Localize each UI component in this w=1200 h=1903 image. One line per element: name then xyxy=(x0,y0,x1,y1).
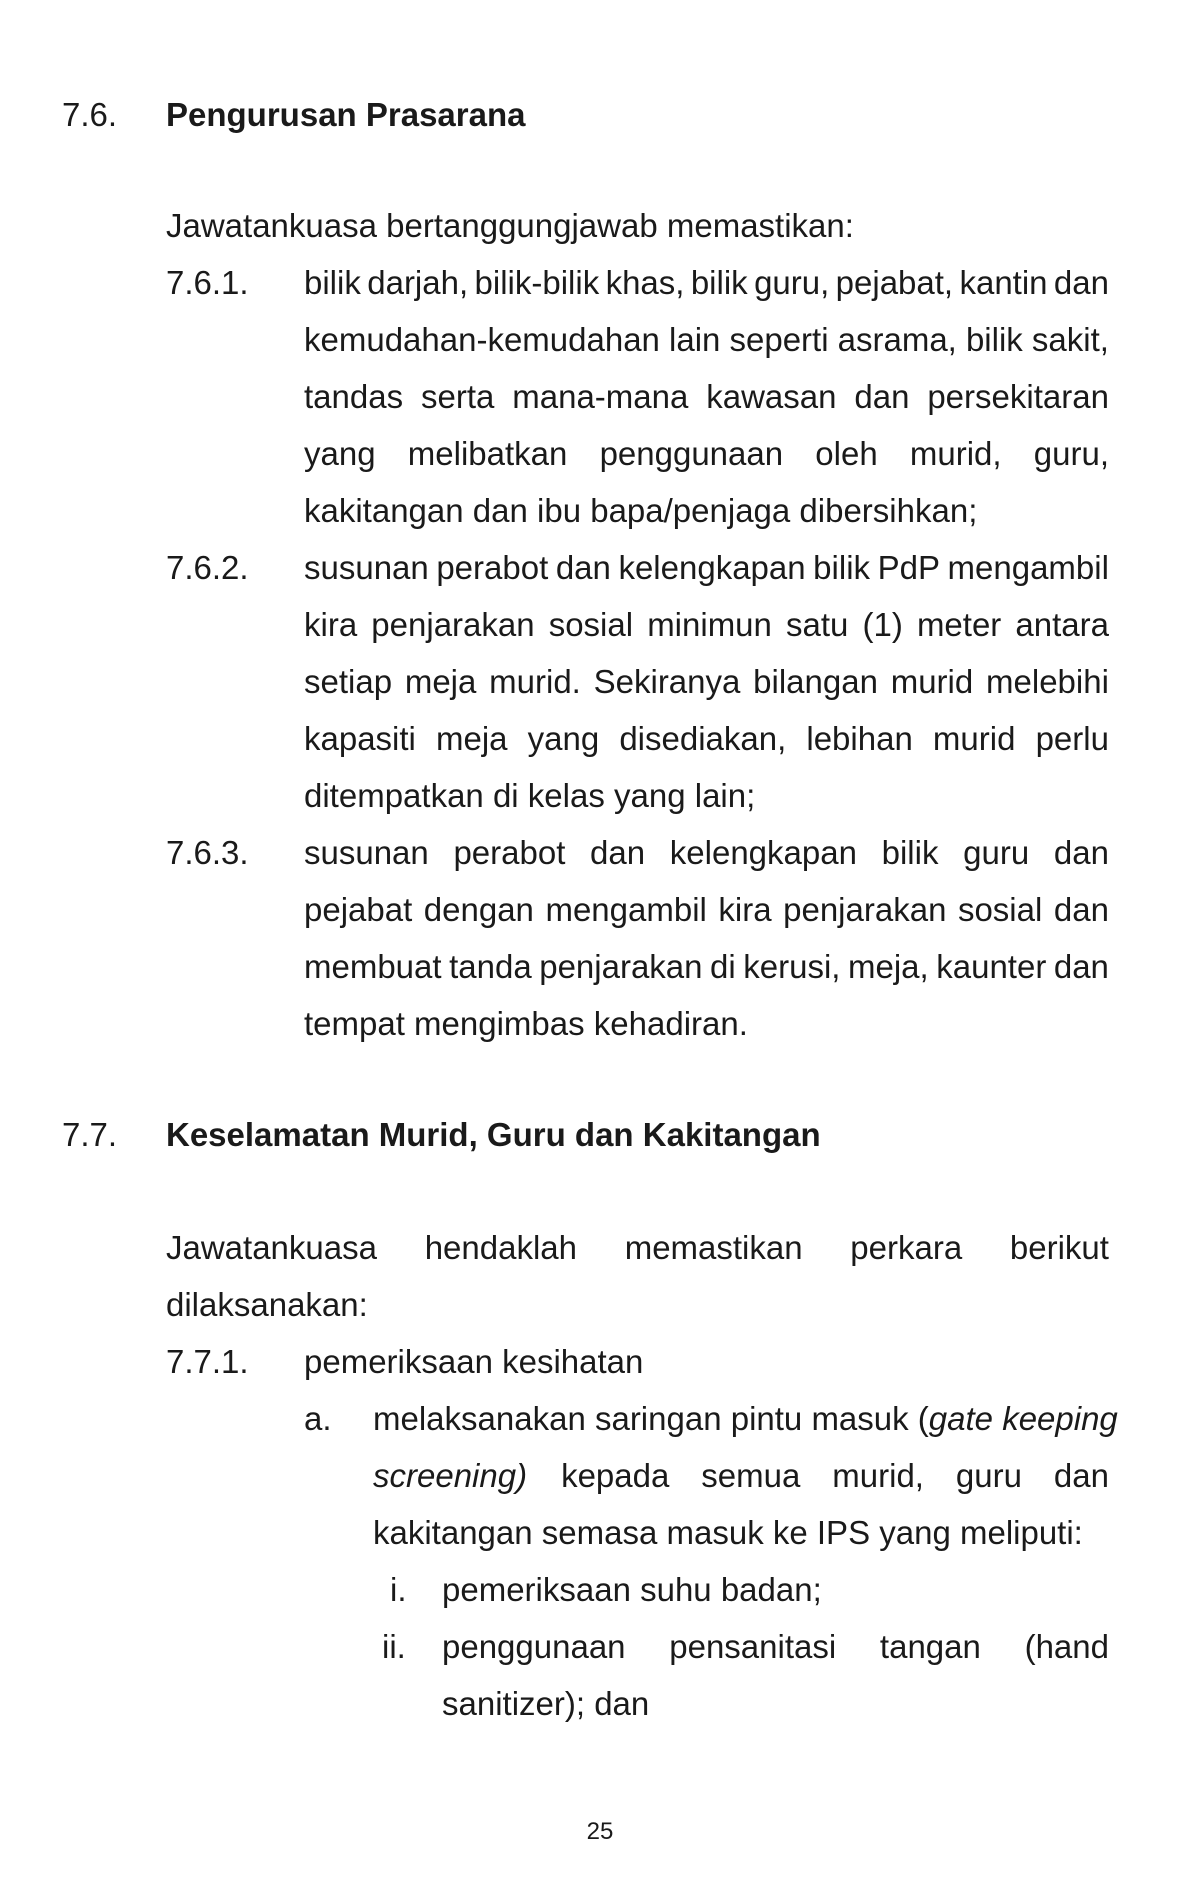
word: kantin xyxy=(959,264,1048,301)
section-title: Pengurusan Prasarana xyxy=(166,96,526,133)
item-text: pemeriksaan kesihatan xyxy=(304,1343,644,1380)
item-text xyxy=(304,833,1109,1061)
text-line xyxy=(304,662,1109,719)
section-number: 7.7. xyxy=(62,1116,118,1153)
word: susunan xyxy=(304,834,429,871)
word: oleh xyxy=(815,435,878,472)
word: asrama, xyxy=(837,321,957,358)
word: kelengkapan xyxy=(618,549,806,586)
point-text: pemeriksaan suhu badan; xyxy=(442,1571,822,1608)
word: mengambil xyxy=(947,549,1109,586)
text-line: kakitangan semasa masuk ke IPS yang meliputi: xyxy=(373,1514,1083,1551)
word: PdP xyxy=(877,549,940,586)
text-line xyxy=(304,434,1109,491)
word: bilik xyxy=(813,549,871,586)
text-line: ditempatkan di kelas yang lain; xyxy=(304,777,756,814)
word: melibatkan xyxy=(407,435,568,472)
word: dan xyxy=(1053,891,1109,928)
word: lain xyxy=(669,321,721,358)
text-line xyxy=(373,1399,1118,1456)
word: di xyxy=(710,948,736,985)
word: sosial xyxy=(548,606,634,643)
section-intro: Jawatankuasa bertanggungjawab memastikan: xyxy=(166,207,854,244)
word: pensanitasi xyxy=(669,1628,837,1665)
word: dan xyxy=(590,834,646,871)
text-line xyxy=(166,1228,1109,1285)
subitem-text xyxy=(373,1399,1118,1570)
word: mana-mana xyxy=(512,378,689,415)
word: Sekiranya xyxy=(593,663,741,700)
subitem-letter: a. xyxy=(304,1400,332,1437)
word: sakit, xyxy=(1031,321,1109,358)
text-line xyxy=(304,377,1109,434)
text-line xyxy=(304,320,1109,377)
word: murid, xyxy=(909,435,1002,472)
word: penggunaan xyxy=(599,435,784,472)
word: kelengkapan xyxy=(669,834,857,871)
word: lebihan xyxy=(806,720,913,757)
word: kaunter xyxy=(936,948,1047,985)
word: pejabat xyxy=(304,891,413,928)
word: khas, xyxy=(605,264,685,301)
word: dan xyxy=(854,378,910,415)
word: bilik xyxy=(965,321,1023,358)
text-line xyxy=(304,719,1109,776)
word: kerusi, xyxy=(743,948,841,985)
word: seperti xyxy=(729,321,829,358)
item-number: 7.6.3. xyxy=(166,834,249,871)
page-number: 25 xyxy=(586,1818,614,1845)
word: bilik xyxy=(304,264,361,301)
word: meja xyxy=(436,720,508,757)
word: semua xyxy=(701,1457,801,1494)
point-numeral: ii. xyxy=(382,1628,406,1665)
word: guru xyxy=(963,834,1030,871)
word: kira xyxy=(304,606,358,643)
word: murid. xyxy=(489,663,581,700)
word: disediakan, xyxy=(619,720,787,757)
text-line: kakitangan dan ibu bapa/penjaga dibersihkan; xyxy=(304,492,978,529)
text-fragment: melaksanakan saringan pintu masuk (gate keeping xyxy=(373,1400,1118,1437)
word: (1) xyxy=(862,606,903,643)
word: sosial xyxy=(957,891,1043,928)
text-line xyxy=(442,1627,1109,1684)
word: minimun xyxy=(647,606,772,643)
word: bilik-bilik xyxy=(474,264,600,301)
word: bilik xyxy=(881,834,939,871)
word: dengan xyxy=(423,891,534,928)
word: tandas xyxy=(304,378,404,415)
word: murid xyxy=(932,720,1016,757)
text-line: tempat mengimbas kehadiran. xyxy=(304,1005,748,1042)
text-line xyxy=(304,890,1109,947)
text-line xyxy=(304,605,1109,662)
item-number: 7.6.1. xyxy=(166,264,249,301)
section-title: Keselamatan Murid, Guru dan Kakitangan xyxy=(166,1116,821,1153)
text-line xyxy=(304,833,1109,890)
word: mengambil xyxy=(545,891,707,928)
italic-term: gate keeping xyxy=(928,1400,1118,1437)
text-line xyxy=(304,263,1109,320)
word: penjarakan xyxy=(371,606,535,643)
item-number: 7.7.1. xyxy=(166,1343,249,1380)
word: perlu xyxy=(1035,720,1109,757)
item-text xyxy=(304,548,1109,833)
word: tanda xyxy=(449,948,532,985)
text-line: sanitizer); dan xyxy=(442,1685,650,1722)
word: dan xyxy=(1053,948,1109,985)
word: bilangan xyxy=(753,663,878,700)
word: perkara xyxy=(850,1229,963,1266)
word: meja xyxy=(404,663,477,700)
item-text xyxy=(304,263,1109,548)
section-intro xyxy=(166,1228,1109,1342)
item-number: 7.6.2. xyxy=(166,549,249,586)
word: (hand xyxy=(1024,1628,1109,1665)
word: dan xyxy=(555,549,611,586)
word: meja, xyxy=(848,948,929,985)
word: kemudahan-kemudahan xyxy=(304,321,660,358)
word: murid, xyxy=(832,1457,924,1494)
word: kawasan xyxy=(706,378,837,415)
word: serta xyxy=(420,378,495,415)
word: persekitaran xyxy=(927,378,1109,415)
word: murid xyxy=(890,663,974,700)
word: tangan xyxy=(879,1628,981,1665)
word: satu xyxy=(786,606,849,643)
word: setiap xyxy=(304,663,393,700)
word: yang xyxy=(304,435,376,472)
word: guru, xyxy=(1033,435,1109,472)
word: kepada xyxy=(561,1457,670,1494)
text-fragment xyxy=(561,1456,1109,1513)
word: guru xyxy=(955,1457,1022,1494)
word: perabot xyxy=(436,549,549,586)
word: antara xyxy=(1015,606,1109,643)
word: memastikan xyxy=(624,1229,803,1266)
word: berikut xyxy=(1009,1229,1109,1266)
word: dan xyxy=(1053,834,1109,871)
text-line xyxy=(304,947,1109,1004)
word: yang xyxy=(527,720,600,757)
word: kira xyxy=(718,891,772,928)
word: meter xyxy=(916,606,1002,643)
word: darjah, xyxy=(367,264,469,301)
section-number: 7.6. xyxy=(62,96,118,133)
text-line xyxy=(304,548,1109,605)
word: penjarakan xyxy=(783,891,947,928)
point-numeral: i. xyxy=(390,1571,407,1608)
word: hendaklah xyxy=(424,1229,577,1266)
word: guru, xyxy=(754,264,830,301)
point-text xyxy=(442,1627,1109,1741)
text-line: dilaksanakan: xyxy=(166,1286,368,1323)
text-line xyxy=(373,1456,1109,1513)
word: kapasiti xyxy=(304,720,416,757)
word: bilik xyxy=(690,264,748,301)
word: susunan xyxy=(304,549,429,586)
italic-term: screening) xyxy=(373,1457,528,1494)
word: perabot xyxy=(453,834,566,871)
word: melebihi xyxy=(986,663,1109,700)
word: penjarakan xyxy=(539,948,703,985)
word: Jawatankuasa xyxy=(166,1229,377,1266)
word: membuat xyxy=(304,948,442,985)
word: penggunaan xyxy=(442,1628,626,1665)
word: dan xyxy=(1053,264,1109,301)
word: pejabat, xyxy=(835,264,954,301)
word: dan xyxy=(1053,1457,1109,1494)
